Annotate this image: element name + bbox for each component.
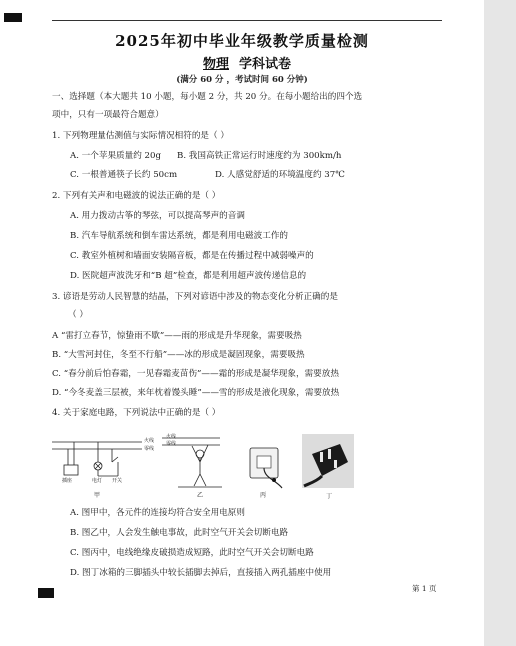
q1-option-c: C. 一根普通筷子长约 50cm: [70, 170, 178, 180]
label-fig-bing: 丙: [260, 492, 267, 499]
label-lamp: 电灯: [92, 478, 103, 484]
q2-option-a: A. 用力拨动古筝的琴弦，可以提高琴声的音调: [70, 211, 245, 221]
q3-option-c: C. “春分前后怕春霜，一见春霜麦苗伤”——霜的形成是凝华现象，需要放热: [52, 369, 339, 379]
q2-option-b: B. 汽车导航系统和倒车雷达系统，都是利用电磁波工作的: [70, 231, 289, 241]
label-fig-yi: 乙: [197, 492, 204, 499]
registration-mark: [4, 13, 22, 22]
label-fig-jia: 甲: [94, 492, 101, 499]
label-live-wire-2: 火线: [166, 434, 177, 440]
label-neutral-wire: 零线: [144, 446, 155, 452]
registration-mark-bottom: [38, 588, 54, 598]
circuit-diagram: [52, 442, 142, 476]
q2-option-c: C. 教室外植树和墙面安装隔音板，都是在传播过程中减弱噪声的: [70, 251, 314, 261]
exam-subject: [0, 53, 484, 72]
q4-option-a: A. 图甲中，各元件的连接均符合安全用电原则: [70, 508, 245, 518]
q3-option-a: A “雷打立春节，惊蛰雨不歇”——雨的形成是升华现象，需要吸热: [52, 331, 302, 341]
exam-title: 2025年初中毕业年级教学质量检测: [115, 32, 369, 50]
q1-option-b: B. 我国高铁正常运行时速度约为 300km/h: [177, 151, 342, 161]
label-fig-ding: 丁: [326, 493, 333, 500]
q1-option-a: A. 一个苹果质量约 20g: [70, 151, 161, 161]
q1-option-d: D. 人感觉舒适的环境温度约 37℃: [215, 170, 345, 180]
damaged-socket: [250, 448, 282, 488]
q4-option-c: C. 图丙中，电线绝缘皮破损造成短路，此时空气开关会切断电路: [70, 548, 314, 558]
q3-stem-cont: （ ）: [68, 310, 88, 320]
q4-figure: [50, 432, 370, 502]
three-pin-plug: [302, 434, 354, 488]
q4-option-b: B. 图乙中，人会发生触电事故，此时空气开关会切断电路: [70, 528, 289, 538]
label-live-wire: 火线: [144, 438, 155, 444]
section-intro-cont: 项中，只有一项最符合题意）: [52, 110, 164, 120]
q2-stem: 2. 下列有关声和电磁波的说法正确的是（ ）: [52, 191, 221, 201]
q4-stem: 4. 关于家庭电路，下列说法中正确的是（ ）: [52, 408, 221, 418]
label-neutral-wire-2: 零线: [166, 441, 177, 447]
exam-meta: (满分 60 分 ，考试时间 60 分钟): [176, 75, 308, 85]
q3-option-b: B. “大雪河封住，冬至不行船”——冰的形成是凝固现象，需要吸热: [52, 350, 305, 360]
label-switch: 开关: [112, 478, 123, 484]
q1-stem: 1. 下列物理量估测值与实际情况相符的是（ ）: [52, 131, 229, 141]
page-number: 第 1 页: [412, 584, 437, 593]
section-intro: 一、选择题（本大题共 10 小题，每小题 2 分，共 20 分。在每小题给出的四个选: [52, 92, 363, 102]
scrollbar-track[interactable]: [484, 0, 516, 646]
q2-option-d: D. 医院超声波洗牙和“B 超”检查，都是利用超声波传递信息的: [70, 271, 307, 281]
q3-option-d: D. “今冬麦盖三层被，来年枕着馒头睡”——雪的形成是液化现象，需要放热: [52, 388, 340, 398]
q3-stem: 3. 谚语是劳动人民智慧的结晶，下列对谚语中涉及的物态变化分析正确的是: [52, 292, 338, 302]
subject-name: 物理: [202, 57, 229, 72]
subject-suffix: 学科试卷: [239, 57, 292, 72]
q4-option-d: D. 图丁冰箱的三脚插头中较长插脚去掉后，直接插入两孔插座中使用: [70, 568, 332, 578]
label-socket: 插座: [62, 478, 73, 484]
header-rule: [52, 20, 442, 21]
